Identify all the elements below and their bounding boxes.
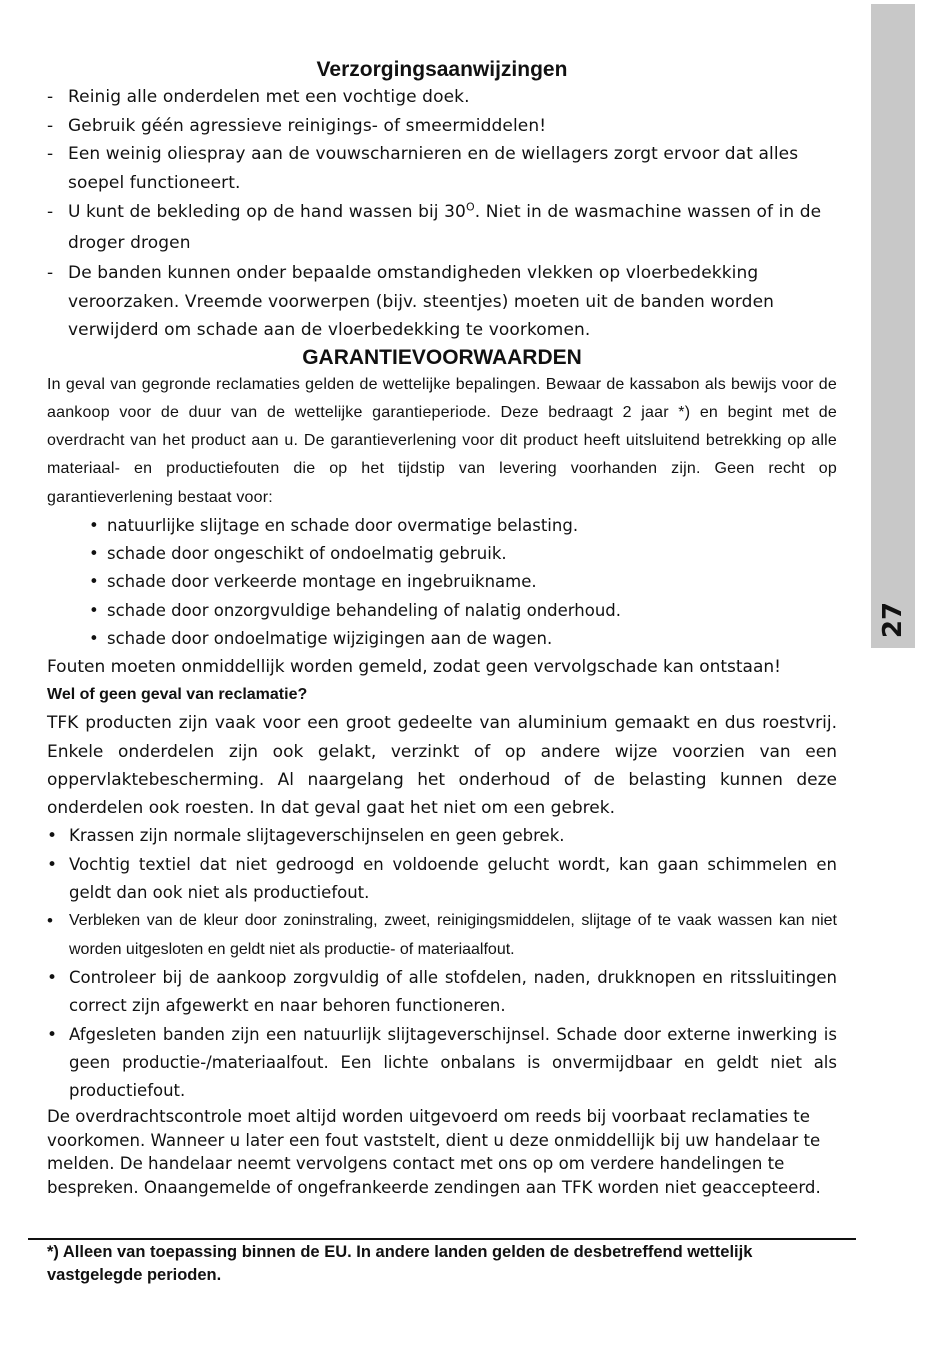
care-title: Verzorgingsaanwijzingen xyxy=(316,58,568,81)
list-item: - U kunt de bekleding op de hand wassen bij $30^O$. Niet in de wasmachine wassen of in de droger drogen xyxy=(47,200,822,253)
list-item: • schade door ondoelmatige wijzigingen aan de wagen. xyxy=(89,628,553,648)
claims-heading: Wel of geen geval van reclamatie? xyxy=(47,686,308,704)
list-item: • schade door onzorgvuldige behandeling of nalatig onderhoud. xyxy=(89,600,622,620)
list-item: • Verbleken van de kleur door zoninstraling, zweet, reinigingsmiddelen, slijtage of te vaak wassen kan niet worden uitgesloten en geldt niet als productie- of materiaalfout. xyxy=(47,911,837,958)
warranty-exclusions xyxy=(47,512,837,653)
claims-intro: TFK producten zijn vaak voor een groot gedeelte van aluminium gemaakt en dus roestvrij. Enkele onderdelen zijn ook gelakt, verzinkt of op andere wijze voorzien van een oppervlaktebescherming. Al naargelang het onderhoud of de belasting kunnen deze onderdelen ook roesten. In dat geval gaat het niet om een gebrek. xyxy=(47,713,837,819)
closing-text: De overdrachtscontrole moet altijd worden uitgevoerd om reeds bij voorbaat reclamaties te voorkomen. Wanneer u later een fout vaststelt, dient u deze onmiddellijk bij uw handelaar te melden. De handelaar neemt vervolgens contact met ons op om verdere handelingen te bespreken. Onaangemelde of ongefrankeerde zendingen aan TFK worden niet geaccepteerd. xyxy=(47,1107,821,1197)
report-text: Fouten moeten onmiddellijk worden gemeld, zodat geen vervolgschade kan ontstaan! xyxy=(47,657,781,677)
claims-list xyxy=(47,822,837,1105)
main-content xyxy=(47,57,837,1199)
degree-sign: O xyxy=(465,200,475,214)
list-item: • Vochtig textiel dat niet gedroogd en voldoende gelucht wordt, kan gaan schimmelen en geldt dan ook niet als productiefout. xyxy=(47,854,837,903)
list-item: - Een weinig oliespray aan de vouwscharnieren en de wiellagers zorgt ervoor dat alles soepel functioneert. xyxy=(47,144,799,193)
list-item: • schade door verkeerde montage en ingebruikname. xyxy=(89,572,537,592)
care-list xyxy=(47,83,837,345)
list-item: - Reinig alle onderdelen met een vochtige doek. xyxy=(47,87,470,107)
warranty-title: GARANTIEVOORWAARDEN xyxy=(302,345,582,369)
list-item: • Afgesleten banden zijn een natuurlijk slijtageverschijnsel. Schade door externe inwerking is geen productie-/materiaalfout. Een lichte onbalans is onvermijdbaar en geldt niet als productiefout. xyxy=(47,1024,837,1101)
list-item: - Gebruik géén agressieve reinigings- of smeermiddelen! xyxy=(47,115,547,136)
page-number-tab xyxy=(871,4,915,648)
list-item: • Controleer bij de aankoop zorgvuldig of alle stofdelen, naden, drukknopen en ritssluitingen correct zijn afgewerkt en naar behoren functioneren. xyxy=(47,967,837,1016)
footnote-divider xyxy=(28,1238,856,1240)
list-item: • Krassen zijn normale slijtageverschijnselen en geen gebrek. xyxy=(47,826,565,847)
warranty-intro: In geval van gegronde reclamaties gelden de wettelijke bepalingen. Bewaar de kassabon als bewijs voor de aankoop voor de duur van de wettelijke garantieperiode. Deze bedraagt 2 jaar *) en begint met de overdracht van het product aan u. De garantieverlening voor dit product heeft uitsluitend betrekking op alle materiaal- en productiefouten die op het tijdstip van levering voorhanden zijn. Geen recht op garantieverlening bestaat voor: xyxy=(47,375,837,506)
page-number: 27 xyxy=(878,601,908,639)
footnote: *) Alleen van toepassing binnen de EU. In andere landen gelden de desbetreffend wettelijk vastgelegde perioden. xyxy=(47,1243,753,1285)
list-item: • schade door ongeschikt of ondoelmatig gebruik. xyxy=(89,544,507,564)
list-item: • natuurlijke slijtage en schade door overmatige belasting. xyxy=(89,515,579,535)
list-item: - De banden kunnen onder bepaalde omstandigheden vlekken op vloerbedekking veroorzaken. Vreemde voorwerpen (bijv. steentjes) moeten uit de banden worden verwijderd om schade aan de vloerbedekking te voorkomen. xyxy=(47,263,775,340)
